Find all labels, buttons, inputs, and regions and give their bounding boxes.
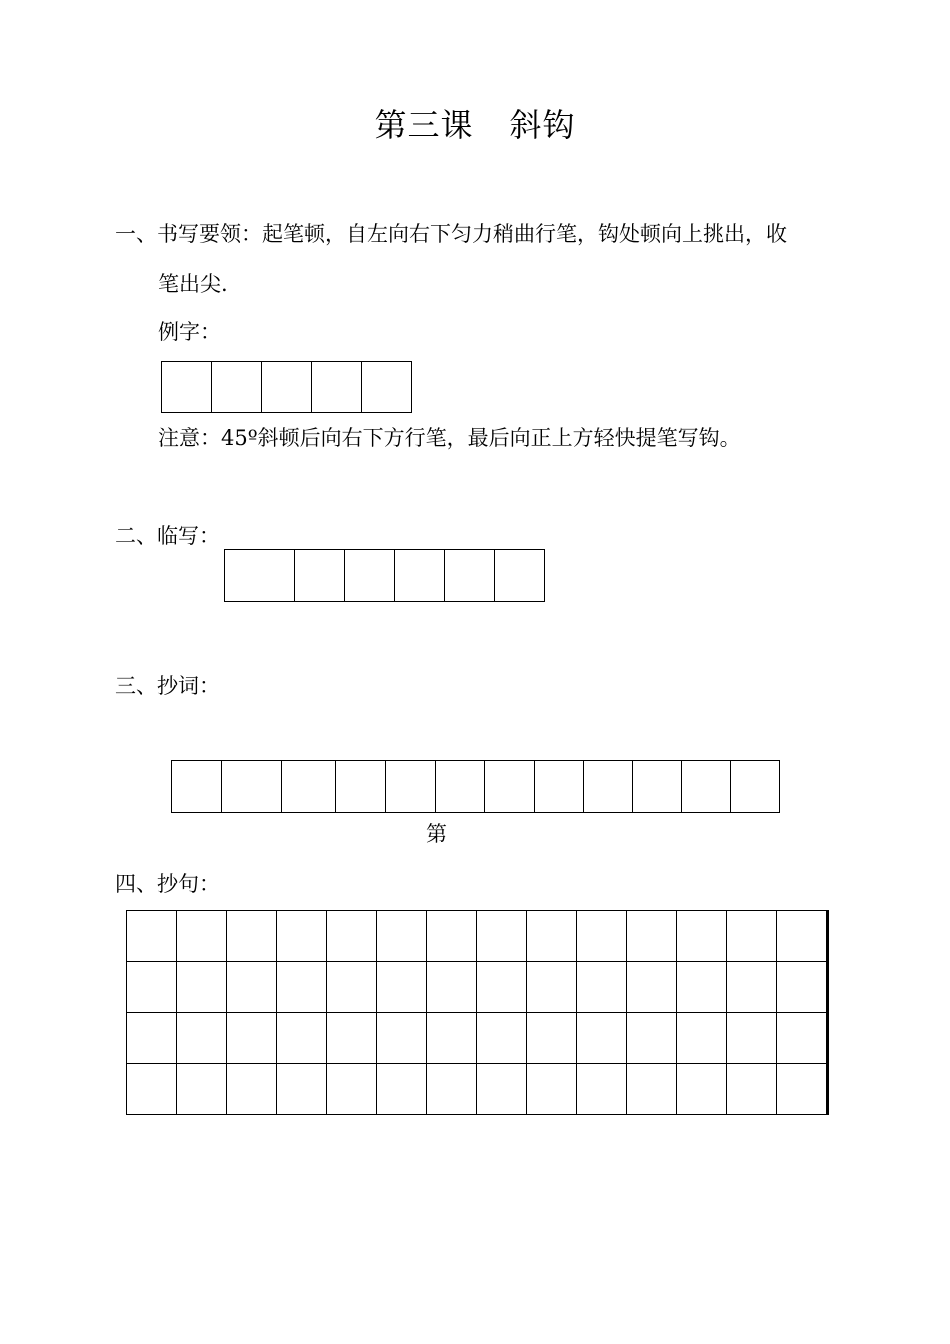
grid-cell[interactable] [377, 911, 427, 962]
grid-cell[interactable] [227, 911, 277, 962]
grid-cell[interactable] [477, 1064, 527, 1115]
section1-line1 [115, 220, 787, 248]
grid-cell[interactable] [277, 1013, 327, 1064]
grid-cell[interactable] [627, 1013, 677, 1064]
cell-glyph [727, 911, 776, 913]
cell-glyph [282, 761, 335, 763]
grid-row [127, 911, 828, 962]
grid-cell[interactable] [427, 962, 477, 1013]
section3-heading: 三、抄词： [115, 674, 220, 698]
cell-glyph [527, 962, 576, 964]
cell-glyph [527, 911, 576, 913]
cell-glyph [677, 911, 726, 913]
cell-glyph [212, 362, 261, 364]
grid-cell[interactable] [727, 962, 777, 1013]
grid-row [127, 962, 828, 1013]
cell-glyph [584, 761, 632, 763]
note-line [158, 424, 741, 452]
grid-cell[interactable] [677, 911, 727, 962]
cell-glyph [777, 1064, 826, 1066]
cell-glyph [222, 761, 281, 763]
grid-cell[interactable] [295, 550, 345, 602]
grid-cell[interactable] [127, 962, 177, 1013]
grid-cell[interactable] [584, 761, 633, 813]
grid-cell[interactable] [577, 1013, 627, 1064]
grid-cell[interactable] [177, 1013, 227, 1064]
grid-cell[interactable] [327, 962, 377, 1013]
cell-glyph [577, 962, 626, 964]
grid-cell[interactable] [527, 911, 577, 962]
grid-cell[interactable] [477, 1013, 527, 1064]
example-grid [161, 361, 412, 413]
cell-glyph [627, 1013, 676, 1015]
grid-cell[interactable] [777, 1013, 828, 1064]
grid-cell[interactable] [377, 1064, 427, 1115]
grid-cell[interactable] [527, 1013, 577, 1064]
cell-glyph [477, 1013, 526, 1015]
cell-glyph [427, 1013, 476, 1015]
grid-cell[interactable] [277, 962, 327, 1013]
cell-glyph [731, 761, 779, 763]
cell-glyph [162, 362, 211, 364]
cell-glyph [577, 1064, 626, 1066]
title-topic: 斜钩 [509, 106, 576, 144]
section1-text-line2: 笔出尖. [158, 272, 228, 296]
cell-glyph [633, 761, 681, 763]
grid-cell[interactable] [677, 1064, 727, 1115]
grid-cell[interactable] [177, 962, 227, 1013]
cell-glyph [627, 911, 676, 913]
cell-glyph [485, 761, 534, 763]
trace-grid [224, 549, 545, 602]
cell-glyph [227, 1013, 276, 1015]
grid-cell[interactable] [262, 362, 312, 413]
grid-cell[interactable] [627, 1064, 677, 1115]
cell-glyph [377, 1064, 426, 1066]
cell-glyph [777, 962, 826, 964]
grid-cell[interactable] [312, 362, 362, 413]
cell-glyph [777, 1013, 826, 1015]
cell-glyph [277, 911, 326, 913]
cell-glyph [377, 962, 426, 964]
grid-cell[interactable] [633, 761, 682, 813]
grid-cell[interactable] [377, 1013, 427, 1064]
grid-cell[interactable] [485, 761, 535, 813]
cell-glyph [327, 1013, 376, 1015]
cell-glyph [227, 962, 276, 964]
page-title [0, 100, 950, 146]
grid-cell[interactable] [212, 362, 262, 413]
cell-glyph [477, 962, 526, 964]
cell-glyph [527, 1064, 576, 1066]
cell-glyph [527, 1013, 576, 1015]
grid-cell[interactable] [277, 1064, 327, 1115]
cell-glyph [172, 761, 221, 763]
section1-heading: 一、书写要领： [115, 222, 262, 246]
title-lesson: 第三课 [374, 106, 474, 144]
note-text: 45º斜顿后向右下方行笔，最后向正上方轻快提笔写钩。 [221, 426, 741, 450]
grid-cell[interactable] [277, 911, 327, 962]
section4-heading: 四、抄句： [115, 872, 220, 896]
cell-glyph [127, 1064, 176, 1066]
cell-glyph [677, 1013, 726, 1015]
cell-glyph [577, 911, 626, 913]
grid-cell[interactable] [177, 911, 227, 962]
grid-cell[interactable] [627, 962, 677, 1013]
grid-cell[interactable] [227, 962, 277, 1013]
grid-cell[interactable] [535, 761, 584, 813]
cell-glyph [225, 550, 294, 552]
cell-glyph [227, 911, 276, 913]
grid-cell[interactable] [162, 362, 212, 413]
grid-cell[interactable] [527, 1064, 577, 1115]
grid-cell[interactable] [436, 761, 485, 813]
cell-glyph [377, 911, 426, 913]
grid-cell[interactable] [336, 761, 386, 813]
cell-glyph [477, 1064, 526, 1066]
copy-sentence-grid [126, 910, 829, 1115]
cell-glyph [627, 962, 676, 964]
cell-glyph [362, 362, 411, 364]
grid-cell[interactable] [445, 550, 495, 602]
grid-cell[interactable] [427, 1013, 477, 1064]
cell-glyph [327, 911, 376, 913]
cell-glyph [377, 1013, 426, 1015]
cell-glyph [336, 761, 385, 763]
section2-heading: 二、临写： [115, 524, 220, 548]
cell-glyph [477, 911, 526, 913]
cell-glyph [427, 962, 476, 964]
cell-glyph [777, 911, 826, 913]
example-label: 例字： [158, 320, 221, 344]
grid-cell[interactable] [577, 911, 627, 962]
grid-cell[interactable] [127, 911, 177, 962]
cell-glyph [627, 1064, 676, 1066]
cell-glyph [427, 1064, 476, 1066]
grid-row [127, 1064, 828, 1115]
cell-glyph [386, 761, 435, 763]
cell-glyph [577, 1013, 626, 1015]
grid-cell[interactable] [282, 761, 336, 813]
grid-cell[interactable] [377, 962, 427, 1013]
grid-cell[interactable] [477, 911, 527, 962]
grid-cell[interactable] [327, 1064, 377, 1115]
grid-cell[interactable] [527, 962, 577, 1013]
cell-glyph [277, 1064, 326, 1066]
cell-glyph [677, 962, 726, 964]
grid-cell[interactable] [362, 362, 412, 413]
cell-glyph [295, 550, 344, 552]
grid-cell[interactable] [731, 761, 780, 813]
cell-glyph [177, 1013, 226, 1015]
cell-glyph [727, 1064, 776, 1066]
grid-cell[interactable] [777, 911, 828, 962]
grid-cell[interactable] [127, 1064, 177, 1115]
cell-glyph [395, 550, 444, 552]
grid-cell[interactable] [222, 761, 282, 813]
grid-cell[interactable] [577, 962, 627, 1013]
copy-words-grid [171, 760, 780, 813]
cell-glyph [535, 761, 583, 763]
grid-cell[interactable] [127, 1013, 177, 1064]
cell-glyph [177, 1064, 226, 1066]
grid-cell[interactable] [177, 1064, 227, 1115]
grid-cell[interactable] [227, 1064, 277, 1115]
cell-glyph [727, 962, 776, 964]
cell-glyph [277, 1013, 326, 1015]
grid-cell[interactable] [727, 1013, 777, 1064]
cell-glyph [312, 362, 361, 364]
cell-glyph [427, 911, 476, 913]
cell-glyph [262, 362, 311, 364]
cell-glyph [682, 761, 730, 763]
grid-cell[interactable] [172, 761, 222, 813]
cell-glyph [436, 761, 484, 763]
cell-glyph [327, 962, 376, 964]
grid-cell[interactable] [327, 911, 377, 962]
grid-cell[interactable] [577, 1064, 627, 1115]
cell-glyph [177, 962, 226, 964]
grid-cell[interactable] [777, 1064, 828, 1115]
cell-glyph [727, 1013, 776, 1015]
grid-cell[interactable] [727, 911, 777, 962]
cell-glyph [127, 962, 176, 964]
grid-cell[interactable] [345, 550, 395, 602]
section1-text-line1: 起笔顿，自左向右下匀力稍曲行笔，钩处顿向上挑出，收 [262, 222, 787, 246]
cell-glyph [327, 1064, 376, 1066]
cell-glyph [345, 550, 394, 552]
grid-cell[interactable] [682, 761, 731, 813]
grid-cell[interactable] [677, 962, 727, 1013]
cell-glyph [445, 550, 494, 552]
grid-cell[interactable] [727, 1064, 777, 1115]
grid-cell[interactable] [395, 550, 445, 602]
cell-glyph [127, 911, 176, 913]
grid-cell[interactable] [225, 550, 295, 602]
cell-glyph [127, 1013, 176, 1015]
grid-cell[interactable] [677, 1013, 727, 1064]
grid-cell[interactable] [777, 962, 828, 1013]
cell-glyph [277, 962, 326, 964]
note-label: 注意： [158, 426, 221, 450]
cell-glyph [177, 911, 226, 913]
grid-row [127, 1013, 828, 1064]
cell-glyph [677, 1064, 726, 1066]
grid-cell[interactable] [227, 1013, 277, 1064]
grid-caption: 第 [426, 822, 447, 846]
cell-glyph [495, 550, 544, 552]
grid-cell[interactable] [477, 962, 527, 1013]
grid-cell[interactable] [627, 911, 677, 962]
grid-cell[interactable] [327, 1013, 377, 1064]
grid-cell[interactable] [427, 911, 477, 962]
grid-cell[interactable] [427, 1064, 477, 1115]
grid-cell[interactable] [495, 550, 545, 602]
cell-glyph [227, 1064, 276, 1066]
grid-cell[interactable] [386, 761, 436, 813]
